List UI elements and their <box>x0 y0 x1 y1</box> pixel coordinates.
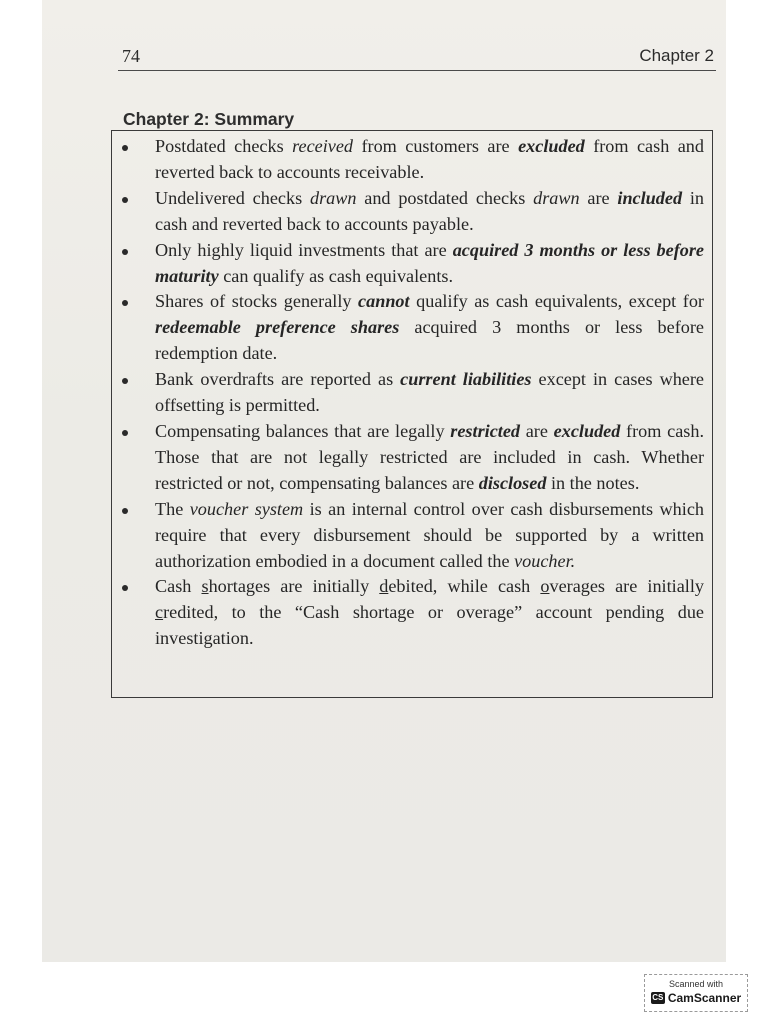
summary-text-segment: Bank overdrafts are reported as <box>155 369 401 390</box>
summary-text-segment: is an internal control over cash disbursements which require that every disbursement should be supported by a written authorization embodied in a document called the <box>155 498 704 571</box>
summary-item <box>112 186 712 238</box>
summary-box <box>111 130 713 698</box>
summary-text-segment: restricted <box>450 420 520 441</box>
summary-text-segment: qualify as cash equivalents, except for <box>409 291 704 312</box>
summary-text-segment: received <box>292 136 354 156</box>
camscanner-logo-icon: CS <box>652 993 664 1002</box>
summary-text-segment: are <box>579 187 618 208</box>
summary-title: Chapter 2: Summary <box>123 109 295 129</box>
summary-text-segment: from cash. Those that are not legally restricted are included in cash. Whether restricted or not, compensating balances are <box>155 420 704 493</box>
summary-text-segment: except in cases where offsetting is permitted. <box>155 369 704 416</box>
summary-text-segment: and postdated checks <box>356 187 534 208</box>
summary-text-segment: can qualify as cash equivalents. <box>218 265 454 286</box>
bullet-icon <box>122 508 128 514</box>
summary-item <box>112 367 712 419</box>
summary-text-segment: voucher system <box>189 498 304 519</box>
summary-item <box>112 574 712 652</box>
summary-text-segment: redited, to the “Cash shortage or overage” account pending due investigation. <box>155 602 704 649</box>
summary-text-segment: verages are initially <box>549 576 704 597</box>
summary-item <box>112 419 712 497</box>
camscanner-brand <box>645 991 747 1005</box>
summary-text-segment: acquired 3 months or less before redemption date. <box>155 317 704 364</box>
summary-text-segment: in cash and reverted back to accounts payable. <box>155 187 705 234</box>
summary-text-segment: disclosed <box>478 472 547 493</box>
bullet-icon <box>122 300 128 306</box>
summary-text-segment: Shares of stocks generally <box>155 291 359 312</box>
summary-text-segment: cannot <box>358 291 410 312</box>
summary-item <box>112 238 712 290</box>
bullet-icon <box>122 249 128 255</box>
summary-text-segment: drawn <box>533 187 580 208</box>
summary-text-segment: from customers are <box>353 136 519 156</box>
bullet-icon <box>122 585 128 591</box>
summary-text-segment: o <box>540 576 550 597</box>
summary-text-segment: voucher. <box>514 550 576 571</box>
summary-text-segment: Only highly liquid investments that are <box>155 239 453 260</box>
bullet-icon <box>122 145 128 151</box>
camscanner-watermark <box>644 974 748 1012</box>
summary-text-segment: hortages are initially <box>208 576 380 597</box>
summary-item <box>112 497 712 575</box>
summary-text-segment: in the notes. <box>546 472 640 493</box>
header-rule <box>118 70 716 71</box>
summary-text-segment: Undelivered checks <box>155 187 310 208</box>
running-head: Chapter 2 <box>639 46 714 65</box>
bullet-icon <box>122 378 128 384</box>
bullet-icon <box>122 430 128 436</box>
summary-text-segment: excluded <box>518 136 585 156</box>
summary-item <box>112 289 712 367</box>
summary-text-segment: from cash and reverted back to accounts receivable. <box>155 136 704 182</box>
summary-item <box>112 134 712 186</box>
summary-text-segment: Postdated checks <box>155 136 293 156</box>
summary-text-segment: redeemable preference shares <box>155 317 400 338</box>
summary-text-segment: Cash <box>155 576 202 597</box>
summary-text-segment: Compensating balances that are legally <box>155 420 451 441</box>
summary-list <box>112 134 712 652</box>
summary-text-segment: ebited, while cash <box>388 576 541 597</box>
summary-text-segment: The <box>155 498 190 519</box>
summary-text-segment: drawn <box>309 187 357 208</box>
summary-text-segment: excluded <box>553 420 621 441</box>
summary-text-segment: s <box>201 576 209 597</box>
bullet-icon <box>122 197 128 203</box>
summary-text-segment: acquired 3 months or less before maturity <box>155 239 704 286</box>
summary-text-segment: are <box>520 420 554 441</box>
camscanner-brand-name: CamScanner <box>667 991 742 1005</box>
summary-text-segment: d <box>379 576 389 597</box>
scanned-with-caption: Scanned with <box>668 979 724 989</box>
page-number: 74 <box>122 46 140 66</box>
summary-text-segment: c <box>155 602 164 623</box>
summary-text-segment: current liabilities <box>400 369 532 390</box>
summary-text-segment: included <box>617 187 683 208</box>
